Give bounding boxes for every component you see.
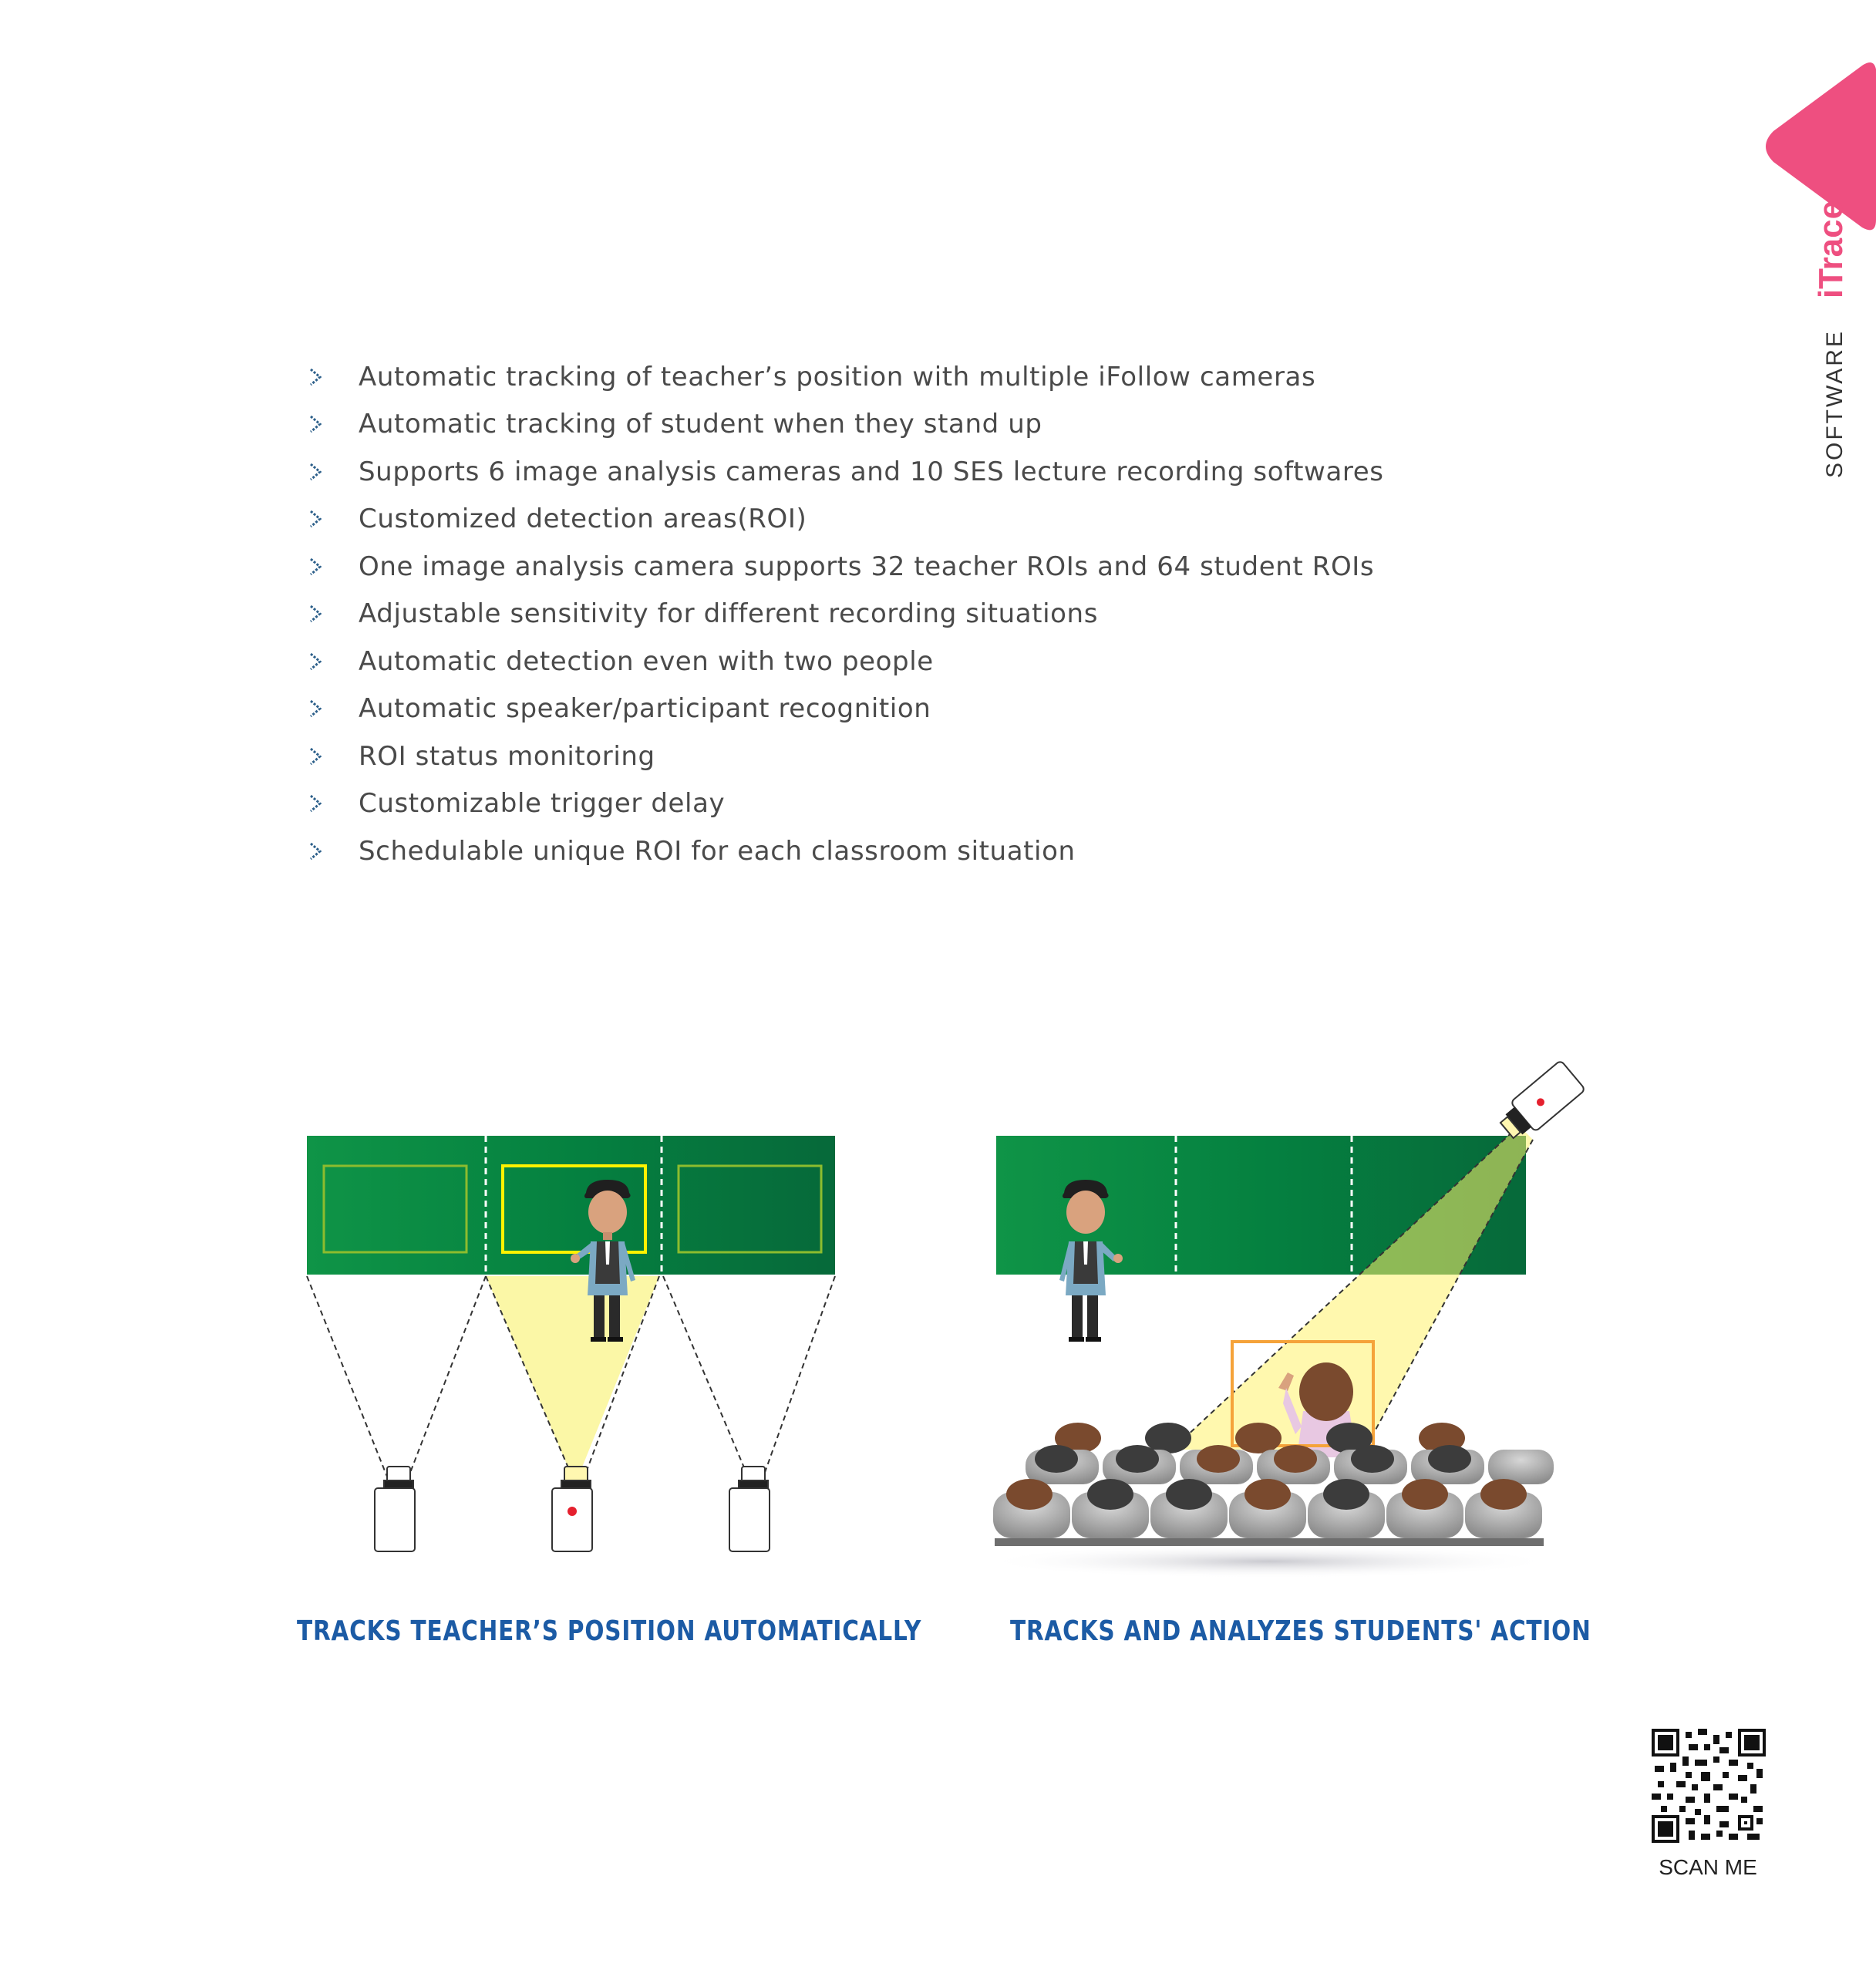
teacher-tracking-illustration: [293, 1118, 848, 1596]
list-item: Adjustable sensitivity for different recording situations: [305, 591, 1615, 638]
left-caption: TRACKS TEACHER’S POSITION AUTOMATICALLY: [297, 1615, 922, 1647]
product-label: iTrace: [1812, 200, 1850, 299]
chevron-right-icon: [305, 365, 359, 389]
category-label: SOFTWARE: [1822, 329, 1847, 478]
list-item: ROI status monitoring: [305, 733, 1615, 780]
camera-icon: [375, 1467, 415, 1551]
camera-icon: [1494, 1060, 1585, 1145]
chevron-right-icon: [305, 840, 359, 863]
chevron-right-icon: [305, 745, 359, 768]
qr-caption: SCAN ME: [1659, 1855, 1757, 1879]
list-item: Schedulable unique ROI for each classroom situation: [305, 827, 1615, 875]
chevron-right-icon: [305, 650, 359, 673]
chevron-right-icon: [305, 602, 359, 625]
list-item: One image analysis camera supports 32 teacher ROIs and 64 student ROIs: [305, 543, 1615, 591]
camera-icon: [729, 1467, 770, 1551]
chevron-right-icon: [305, 507, 359, 530]
section-label: [1766, 200, 1858, 493]
feature-list: [305, 353, 1615, 875]
chevron-right-icon: [305, 792, 359, 815]
list-item: Automatic tracking of teacher’s position with multiple iFollow cameras: [305, 353, 1615, 401]
list-item: Automatic tracking of student when they stand up: [305, 401, 1615, 449]
right-caption: TRACKS AND ANALYZES STUDENTS' ACTION: [1010, 1615, 1591, 1647]
chevron-right-icon: [305, 555, 359, 578]
chevron-right-icon: [305, 460, 359, 483]
list-item: Supports 6 image analysis cameras and 10 SES lecture recording softwares: [305, 448, 1615, 496]
list-item: Customized detection areas(ROI): [305, 496, 1615, 544]
list-item: Automatic detection even with two people: [305, 638, 1615, 685]
camera-icon: [552, 1467, 592, 1551]
list-item: Customizable trigger delay: [305, 780, 1615, 828]
qr-code[interactable]: [1652, 1729, 1766, 1843]
list-item: Automatic speaker/participant recognition: [305, 685, 1615, 733]
audience: [984, 1423, 1554, 1578]
chevron-right-icon: [305, 413, 359, 436]
student-tracking-illustration: [979, 1049, 1619, 1604]
chevron-right-icon: [305, 697, 359, 720]
spotlight-beam: [486, 1276, 659, 1477]
